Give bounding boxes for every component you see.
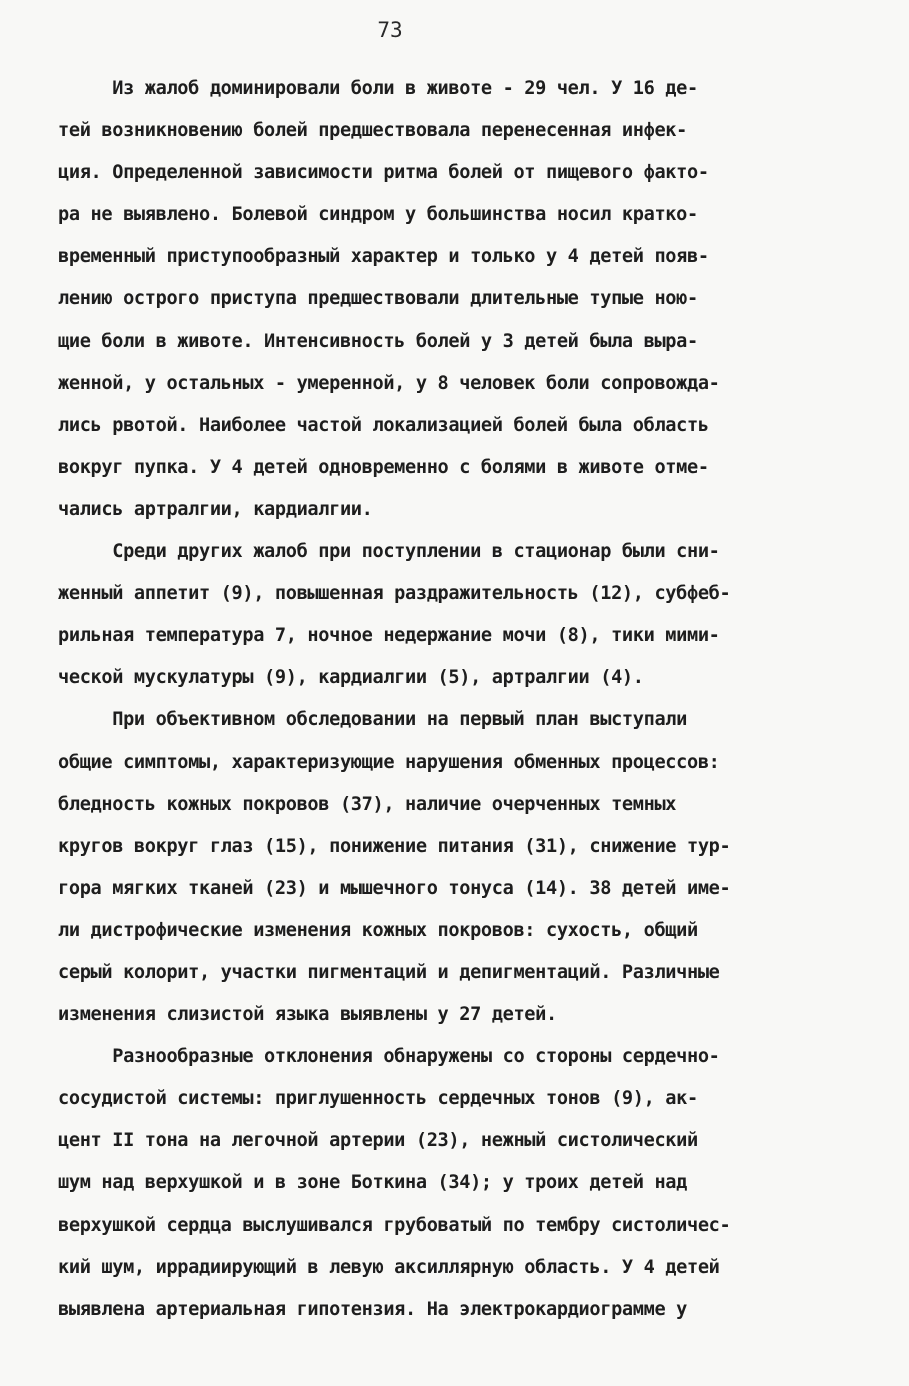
page-number: 73 <box>377 18 403 42</box>
text-line: ли дистрофические изменения кожных покровов: сухость, общий <box>58 919 698 941</box>
body-text <box>58 68 858 1331</box>
text-line: цент II тона на легочной артерии (23), нежный систолический <box>58 1130 698 1152</box>
text-line: тей возникновению болей предшествовала перенесенная инфек- <box>58 120 687 142</box>
text-line: серый колорит, участки пигментаций и депигментаций. Различные <box>58 961 720 983</box>
text-line: Разнообразные отклонения обнаружены со стороны сердечно- <box>58 1046 720 1068</box>
text-line: Из жалоб доминировали боли в животе - 29 чел. У 16 де- <box>58 78 698 99</box>
text-line: Среди других жалоб при поступлении в стационар были сни- <box>58 541 720 563</box>
text-line: верхушкой сердца выслушивался грубоватый по тембру систоличес- <box>58 1214 731 1236</box>
text-line: шум над верхушкой и в зоне Боткина (34); у троих детей над <box>58 1172 687 1194</box>
text-line: лению острого приступа предшествовали длительные тупые ною- <box>58 288 698 310</box>
text-line: изменения слизистой языка выявлены у 27 детей. <box>58 1004 557 1026</box>
text-line: чались артралгии, кардиалгии. <box>58 498 373 520</box>
text-line: бледность кожных покровов (37), наличие очерченных темных <box>58 793 677 815</box>
text-line: выявлена артериальная гипотензия. На электрокардиограмме у <box>58 1298 687 1320</box>
text-line: сосудистой системы: приглушенность сердечных тонов (9), ак- <box>58 1088 698 1110</box>
text-line: женный аппетит (9), повышенная раздражительность (12), субфеб- <box>58 583 731 605</box>
text-line: лись рвотой. Наиболее частой локализацией болей была область <box>58 414 709 436</box>
text-line: кий шум, иррадиирующий в левую аксиллярную область. У 4 детей <box>58 1256 720 1278</box>
text-line: кругов вокруг глаз (15), понижение питания (31), снижение тур- <box>58 835 731 857</box>
text-line: женной, у остальных - умеренной, у 8 человек боли сопровожда- <box>58 372 720 394</box>
text-line: общие симптомы, характеризующие нарушения обменных процессов: <box>58 751 720 773</box>
text-line: рильная температура 7, ночное недержание мочи (8), тики мими- <box>58 625 720 647</box>
text-line: гора мягких тканей (23) и мышечного тонуса (14). 38 детей име- <box>58 877 731 899</box>
text-line: При объективном обследовании на первый план выступали <box>58 709 687 731</box>
text-line: временный приступообразный характер и только у 4 детей появ- <box>58 246 709 268</box>
text-line: щие боли в животе. Интенсивность болей у 3 детей была выра- <box>58 330 698 352</box>
text-line: ция. Определенной зависимости ритма болей от пищевого факто- <box>58 162 709 184</box>
text-line: ческой мускулатуры (9), кардиалгии (5), артралгии (4). <box>58 667 644 689</box>
text-line: вокруг пупка. У 4 детей одновременно с болями в животе отме- <box>58 456 709 478</box>
text-line: ра не выявлено. Болевой синдром у большинства носил кратко- <box>58 204 698 226</box>
